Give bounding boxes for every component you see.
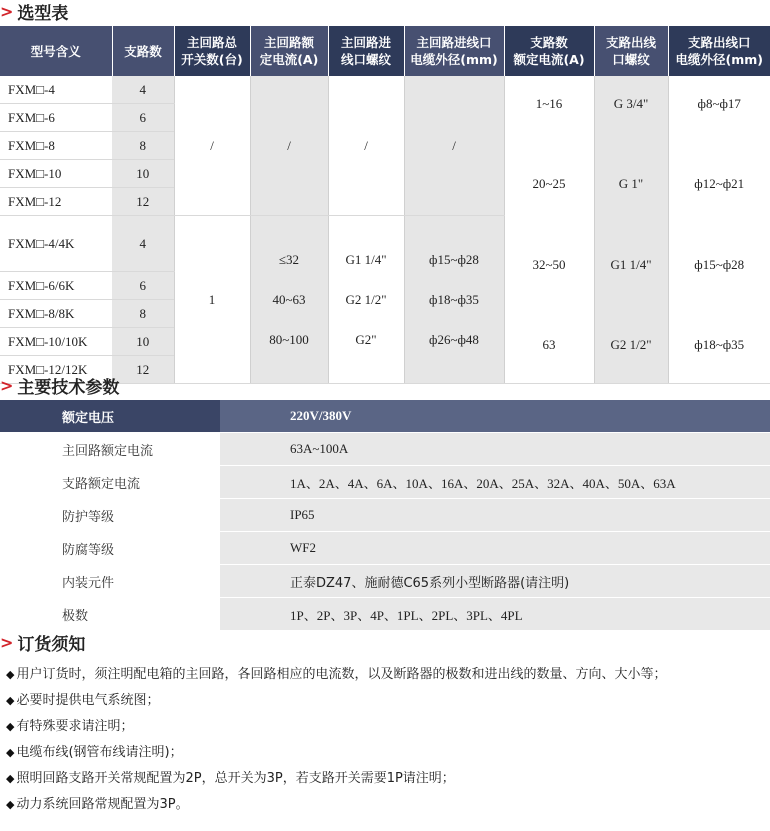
branch-cable-cell [668, 76, 770, 384]
list-item [6, 740, 766, 766]
param-key: 极数 [0, 598, 220, 631]
main-cable-value: ф18~ф35 [429, 291, 479, 307]
col-header: 支路数 额定电流(A) [504, 26, 594, 76]
param-value: 63A~100A [220, 433, 770, 466]
note-text: 必要时提供电气系统图； [16, 693, 160, 708]
main-thread-value: G1 1/4" [345, 251, 387, 267]
branch-thread-cell [594, 76, 668, 384]
param-value: 1P、2P、3P、4P、1PL、2PL、3PL、4PL [220, 598, 770, 631]
section-marker: > [0, 1, 14, 21]
main-thread-value: G2" [355, 331, 377, 347]
model-cell: FXM□-4 [0, 76, 112, 104]
model-cell: FXM□-8/8K [0, 300, 112, 328]
note-text: 用户订货时，须注明配电箱的主回路，各回路相应的电流数，以及断路器的极数和进出线的数量、方向、大小等； [16, 667, 667, 682]
note-text: 动力系统回路常规配置为3P。 [16, 797, 189, 812]
selection-section-title [0, 0, 68, 22]
params-row [0, 499, 770, 532]
branches-cell: 4 [112, 76, 174, 104]
branches-cell: 8 [112, 132, 174, 160]
order-title-text: 订货须知 [17, 634, 86, 655]
main-current-value: 80~100 [269, 331, 309, 347]
branches-cell: 8 [112, 300, 174, 328]
branches-cell: 12 [112, 188, 174, 216]
branch-current-value: 63 [542, 336, 556, 352]
branches-cell: 6 [112, 104, 174, 132]
branch-thread-value: G 1" [618, 176, 644, 192]
branch-thread-value: G1 1/4" [610, 256, 652, 272]
list-item [6, 714, 766, 740]
selection-header-row [0, 26, 770, 76]
diamond-bullet-icon: ◆ [6, 798, 15, 811]
diamond-bullet-icon: ◆ [6, 694, 15, 707]
main-cable-cell [404, 216, 504, 384]
params-title-text: 主要技术参数 [17, 377, 120, 398]
col-header: 主回路总 开关数(台) [174, 26, 250, 76]
branch-thread-value: G 3/4" [613, 96, 649, 111]
branches-cell: 12 [112, 356, 174, 384]
section-marker: > [0, 632, 14, 652]
branches-cell: 10 [112, 160, 174, 188]
list-item [6, 766, 766, 792]
branches-cell: 6 [112, 272, 174, 300]
col-header: 主回路额 定电流(A) [250, 26, 328, 76]
order-notes [6, 662, 766, 818]
branch-current-cell [504, 76, 594, 384]
param-key: 支路额定电流 [0, 466, 220, 499]
branch-current-value: 32~50 [532, 256, 566, 272]
note-text: 电缆布线(钢管布线请注明)； [16, 745, 183, 760]
params-row [0, 532, 770, 565]
note-text: 照明回路支路开关常规配置为2P，总开关为3P，若支路开关需要1P请注明； [16, 771, 455, 786]
params-row [0, 598, 770, 631]
diamond-bullet-icon: ◆ [6, 720, 15, 733]
params-row [0, 433, 770, 466]
total-switch-cell: 1 [174, 216, 250, 384]
branches-cell: 10 [112, 328, 174, 356]
branches-cell: 4 [112, 216, 174, 272]
param-key: 防护等级 [0, 499, 220, 532]
col-header: 主回路进线口 电缆外径(mm) [404, 26, 504, 76]
model-cell: FXM□-12/12K [0, 356, 112, 384]
branch-cable-value: ф8~ф17 [697, 96, 741, 111]
params-table [0, 400, 770, 631]
list-item [6, 662, 766, 688]
param-value: 220V/380V [220, 400, 770, 433]
branch-current-value: 20~25 [532, 176, 566, 192]
main-thread-cell [328, 216, 404, 384]
selection-table [0, 26, 770, 384]
param-key: 内装元件 [0, 565, 220, 598]
selection-title-text: 选型表 [17, 3, 69, 24]
model-cell: FXM□-10 [0, 160, 112, 188]
diamond-bullet-icon: ◆ [6, 668, 15, 681]
params-header-row [0, 400, 770, 433]
param-key: 主回路额定电流 [0, 433, 220, 466]
param-key: 防腐等级 [0, 532, 220, 565]
model-cell: FXM□-8 [0, 132, 112, 160]
model-cell: FXM□-6/6K [0, 272, 112, 300]
branch-cable-value: ф15~ф28 [694, 256, 745, 272]
diamond-bullet-icon: ◆ [6, 772, 15, 785]
branch-cable-value: ф18~ф35 [694, 336, 745, 352]
main-cable-value: ф15~ф28 [429, 251, 479, 267]
model-cell: FXM□-4/4K [0, 216, 112, 272]
branch-thread-value: G2 1/2" [610, 336, 652, 352]
col-header: 型号含义 [0, 26, 112, 76]
total-switch-cell: / [174, 76, 250, 216]
table-row [0, 76, 770, 104]
col-header: 支路出线 口螺纹 [594, 26, 668, 76]
col-header: 支路出线口 电缆外径(mm) [668, 26, 770, 76]
list-item [6, 688, 766, 714]
section-marker: > [0, 375, 14, 395]
col-header: 主回路进 线口螺纹 [328, 26, 404, 76]
branch-current-value: 1~16 [535, 96, 563, 111]
params-row [0, 565, 770, 598]
param-value: IP65 [220, 499, 770, 532]
branch-cable-value: ф12~ф21 [694, 176, 745, 192]
main-current-value: ≤32 [278, 251, 300, 267]
param-value: 正泰DZ47、施耐德C65系列小型断路器(请注明) [220, 565, 770, 598]
order-section-title [0, 631, 85, 653]
model-cell: FXM□-10/10K [0, 328, 112, 356]
main-current-cell [250, 216, 328, 384]
main-cable-value: ф26~ф48 [429, 331, 479, 347]
params-section-title [0, 374, 119, 396]
col-header: 支路数 [112, 26, 174, 76]
main-thread-cell: / [328, 76, 404, 216]
main-cable-cell: / [404, 76, 504, 216]
param-value: WF2 [220, 532, 770, 565]
diamond-bullet-icon: ◆ [6, 746, 15, 759]
main-current-value: 40~63 [272, 291, 306, 307]
model-cell: FXM□-12 [0, 188, 112, 216]
main-current-cell: / [250, 76, 328, 216]
param-key: 额定电压 [0, 400, 220, 433]
list-item [6, 792, 766, 818]
params-row [0, 466, 770, 499]
model-cell: FXM□-6 [0, 104, 112, 132]
note-text: 有特殊要求请注明； [16, 719, 134, 734]
param-value: 1A、2A、4A、6A、10A、16A、20A、25A、32A、40A、50A、63A [220, 466, 770, 499]
main-thread-value: G2 1/2" [345, 291, 387, 307]
